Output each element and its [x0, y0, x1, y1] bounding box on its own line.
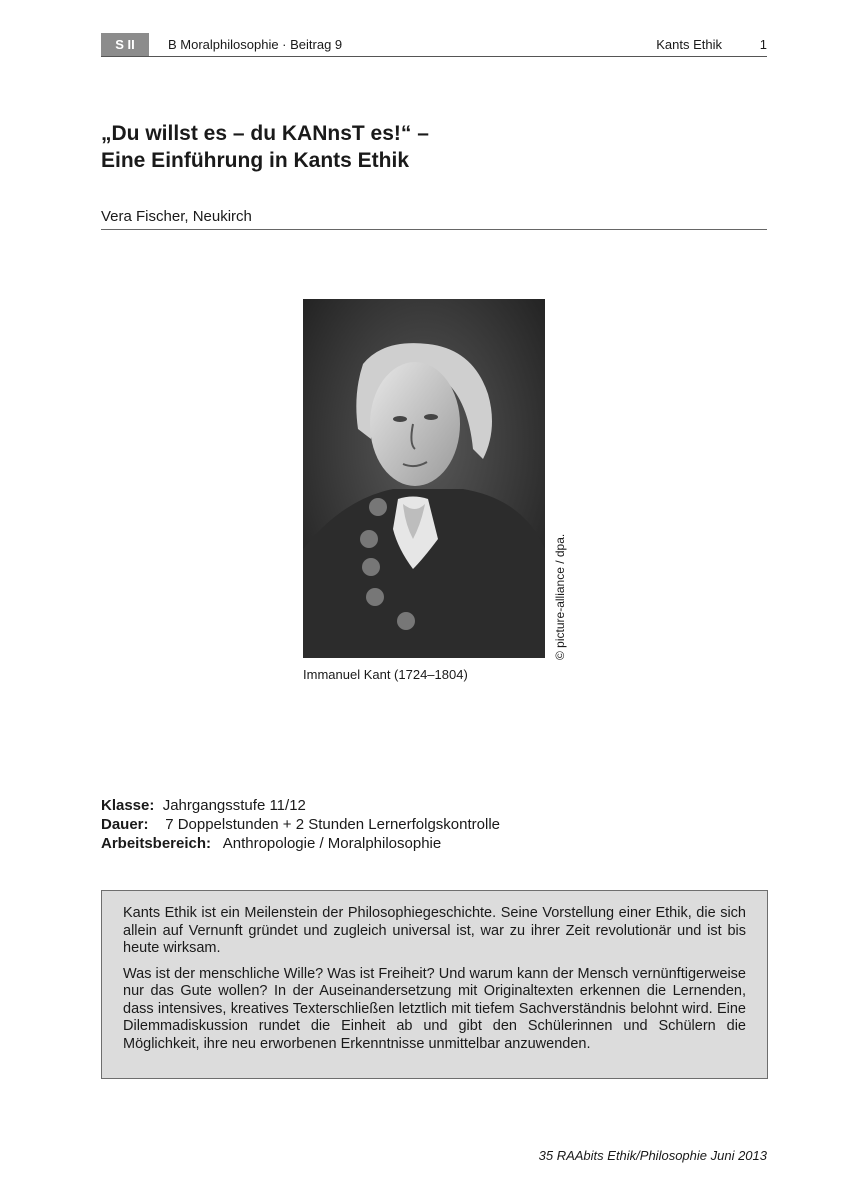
meta-klasse-value: Jahrgangsstufe 11/12 — [162, 797, 306, 814]
page-number: 1 — [759, 37, 767, 52]
image-credit: © picture-alliance / dpa. — [553, 533, 567, 660]
meta-dauer-label: Dauer: — [101, 816, 149, 833]
kant-portrait — [303, 299, 545, 658]
meta-klasse — [101, 796, 500, 815]
title-line-1: „Du willst es – du KANnsT es!“ – — [101, 122, 429, 145]
page-header — [101, 33, 767, 57]
image-caption: Immanuel Kant (1724–1804) — [303, 667, 468, 682]
meta-klasse-label: Klasse: — [101, 797, 155, 814]
header-section: B Moralphilosophie · Beitrag 9 — [168, 37, 343, 52]
summary-paragraph-1: Kants Ethik ist ein Meilenstein der Philosophiegeschichte. Seine Vorstellung einer Ethik, die sich allein auf Vernunft gründet und zugleich universal ist, war zu ihrer Zeit revolutionär und ist bis heute wirksam. — [123, 905, 746, 956]
meta-bereich-label: Arbeitsbereich: — [101, 835, 212, 852]
title-line-2: Eine Einführung in Kants Ethik — [101, 149, 410, 172]
page-footer: 35 RAAbits Ethik/Philosophie Juni 2013 — [538, 1148, 767, 1163]
meta-dauer-value: 7 Doppelstunden + 2 Stunden Lernerfolgskontrolle — [165, 816, 501, 833]
author: Vera Fischer, Neukirch — [101, 208, 767, 230]
summary-paragraph-2: Was ist der menschliche Wille? Was ist Freiheit? Und warum kann der Mensch vernünftigerweise nur das Gute wollen? In der Auseinandersetzung mit Originaltexten erkennen die Lernenden, dass intensives, kreatives Texterschließen letztlich mit tiefem Sachverständnis belohnt wird. Eine Dilemmadiskussion rundet die Einheit ab und gibt den Schülerinnen und Schülern die Möglichkeit, ihre neu erworbenen Erkenntnisse unmittelbar anzuwenden. — [123, 965, 746, 1052]
meta-bereich-value: Anthropologie / Moralphilosophie — [222, 835, 442, 852]
meta-bereich — [101, 834, 500, 853]
meta-dauer — [101, 815, 500, 834]
header-topic: Kants Ethik — [656, 37, 722, 52]
page-title — [101, 120, 767, 174]
summary-box — [101, 890, 768, 1079]
level-badge: S II — [101, 33, 149, 56]
lesson-meta — [101, 796, 500, 853]
